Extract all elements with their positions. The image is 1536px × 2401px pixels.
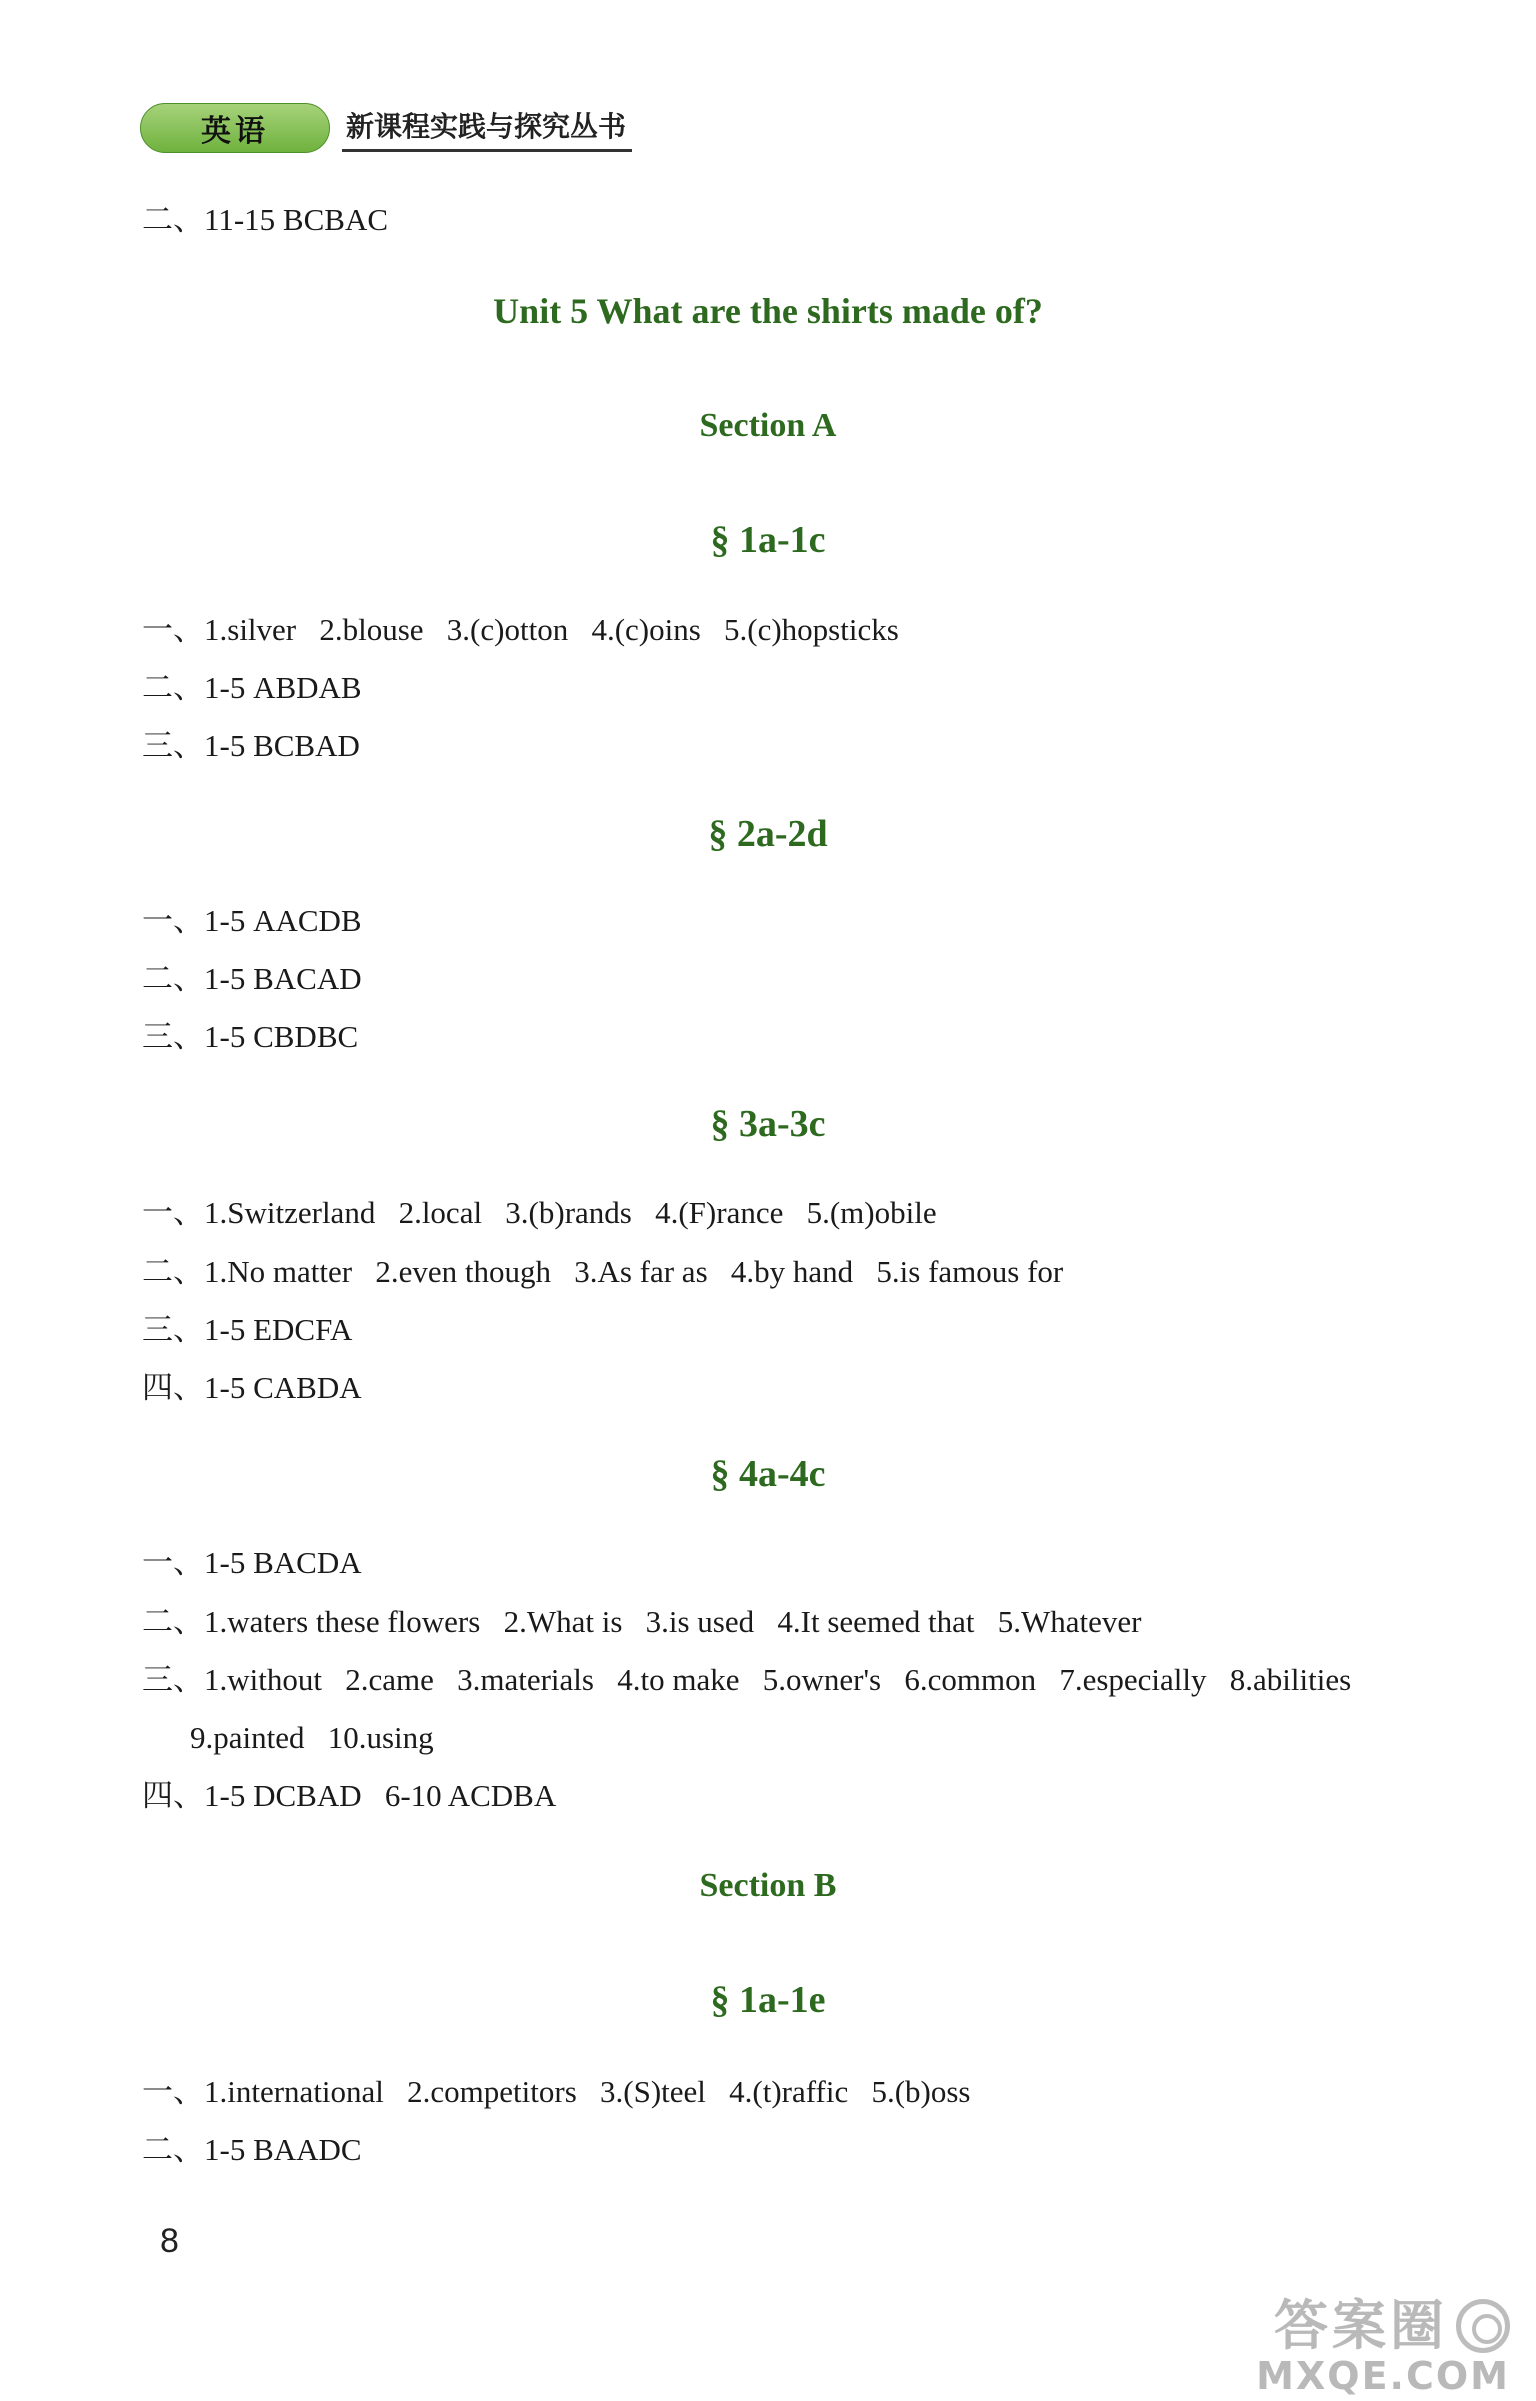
answer-line: 三、1-5 CBDBC [142, 1019, 359, 1054]
subsection-title: § 2a-2d [708, 813, 828, 855]
answer-line: 一、1.silver 2.blouse 3.(c)otton 4.(c)oins 5.(c)hopsticks [142, 612, 899, 647]
answer-line: 二、1.waters these flowers 2.What is 3.is used 4.It seemed that 5.Whatever [142, 1604, 1142, 1639]
unit-title: Unit 5 What are the shirts made of? [493, 291, 1043, 331]
watermark [1200, 2294, 1510, 2398]
answer-line: 二、1-5 BAADC [142, 2132, 362, 2167]
answer-line: 一、1-5 AACDB [142, 903, 362, 938]
answer-line: 二、1.No matter 2.even though 3.As far as 4.by hand 5.is famous for [142, 1254, 1064, 1289]
answer-line: 四、1-5 DCBAD 6-10 ACDBA [142, 1778, 557, 1813]
subject-label: 英语 [140, 103, 330, 153]
answer-line: 三、1-5 BCBAD [142, 728, 360, 763]
answer-line: 二、1-5 BACAD [142, 961, 362, 996]
subsection-title: § 1a-1e [710, 1979, 826, 2021]
answer-line: 四、1-5 CABDA [142, 1370, 362, 1405]
answer-line: 9.painted 10.using [190, 1720, 434, 1755]
answer-line: 一、1.international 2.competitors 3.(S)teel 4.(t)raffic 5.(b)oss [142, 2074, 971, 2109]
watermark-url: MXQE.COM [1256, 2354, 1510, 2398]
section-a-title: Section A [699, 407, 837, 444]
answer-line: 三、1-5 EDCFA [142, 1312, 353, 1347]
page-number: 8 [160, 2222, 179, 2260]
answer-line: 一、1.Switzerland 2.local 3.(b)rands 4.(F)rance 5.(m)obile [142, 1195, 937, 1230]
page-header [140, 100, 632, 156]
subsection-title: § 4a-4c [710, 1453, 826, 1495]
series-title: 新课程实践与探究丛书 [342, 105, 632, 152]
answer-line: 二、1-5 ABDAB [142, 670, 362, 705]
subsection-title: § 3a-3c [710, 1103, 826, 1145]
answer-line: 三、1.without 2.came 3.materials 4.to make 5.owner's 6.common 7.especially 8.abilities [142, 1662, 1352, 1697]
watermark-logo-icon [1456, 2299, 1510, 2353]
subsection-title: § 1a-1c [710, 519, 826, 561]
answer-line: 二、11-15 BCBAC [142, 202, 389, 237]
watermark-text: 答案圈 [1274, 2294, 1448, 2357]
section-b-title: Section B [699, 1867, 837, 1904]
answer-line: 一、1-5 BACDA [142, 1545, 362, 1580]
